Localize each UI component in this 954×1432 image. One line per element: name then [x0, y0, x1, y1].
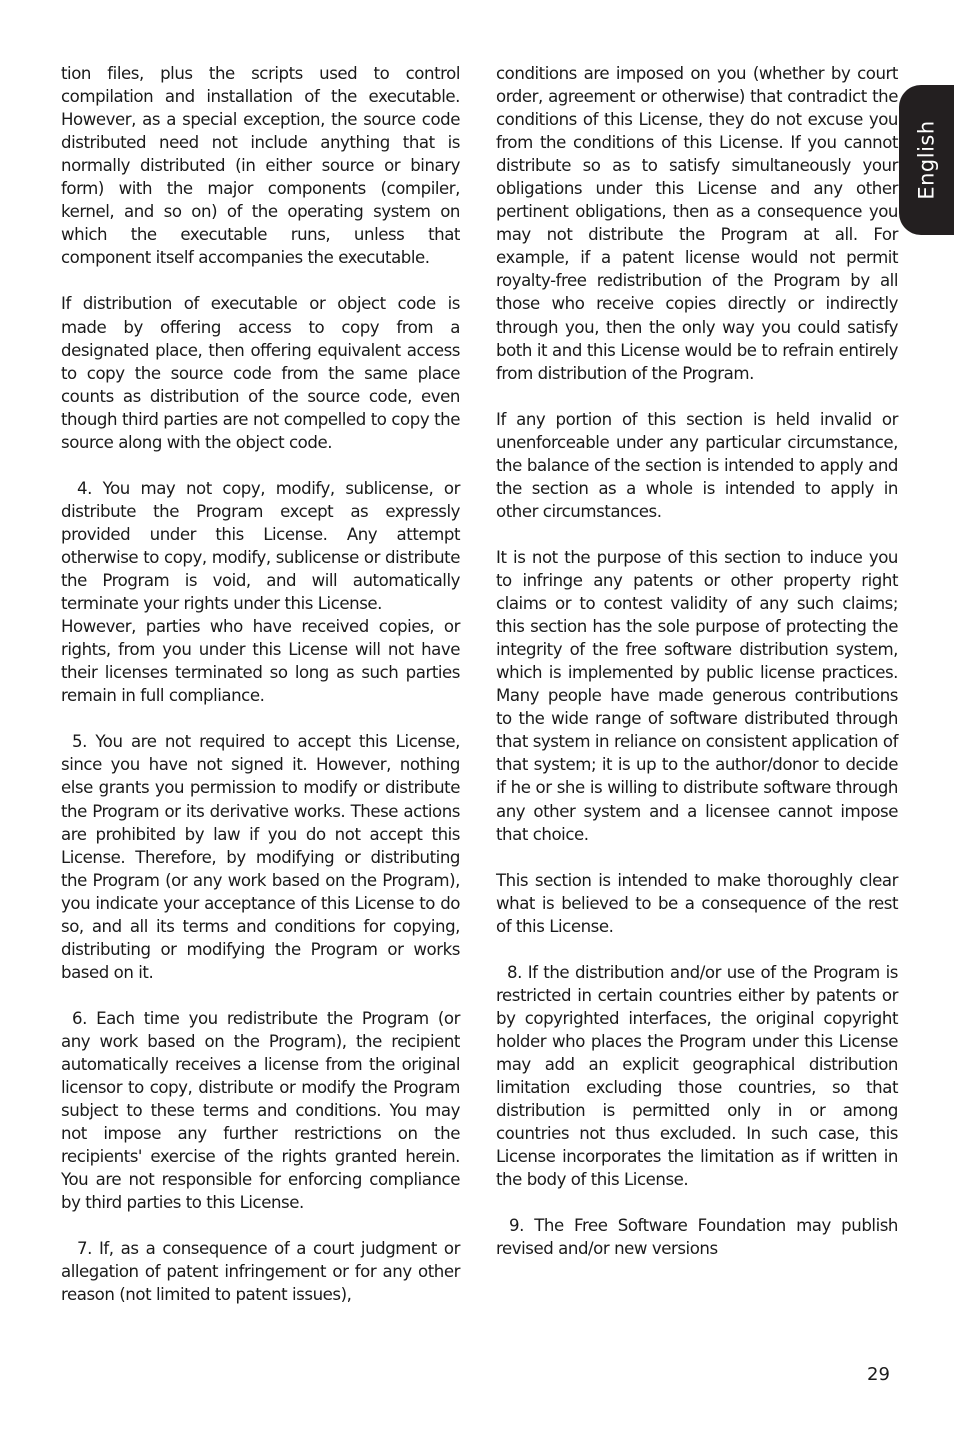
- paragraph-section-6: 6. Each time you redistribute the Program (or any work based on the Program), the recipient automatically receives a license from the original licensor to copy, distribute or modify the Program subject to these terms and conditions. You may not impose any further restrictions on the recipients' exercise of the rights granted herein. You are not responsible for enforcing compliance by third parties to this License.: [61, 1008, 460, 1213]
- paragraph-section-4: 4. You may not copy, modify, sublicense, or distribute the Program except as expressly provided under this License. Any attempt otherwise to copy, modify, sublicense or distribute the Program is void, and will automatically terminate your rights under this License.: [61, 478, 460, 614]
- paragraph: If any portion of this section is held invalid or unenforceable under any particular circumstance, the balance of the section is intended to apply and the section as a whole is intended to apply in other circumstances.: [496, 409, 898, 521]
- paragraph: If distribution of executable or object code is made by offering access to copy from a designated place, then offering equivalent access to copy the source code from the same place counts as distribution of the source code, even though third parties are not compelled to copy the source along with the object code.: [61, 294, 460, 452]
- paragraph: However, parties who have received copies, or rights, from you under this License will not have their licenses terminated so long as such parties remain in full compliance.: [61, 617, 460, 706]
- language-tab: [899, 85, 954, 235]
- paragraph-section-5: 5. You are not required to accept this License, since you have not signed it. However, nothing else grants you permission to modify or distribute the Program or its derivative works. These actions are prohibited by law if you do not accept this License. Therefore, by modifying or distributing the Program (or any work based on the Program), you indicate your acceptance of this License to do so, and all its terms and conditions for copying, distributing or modifying the Program or works based on it.: [61, 732, 460, 982]
- paragraph-section-8: 8. If the distribution and/or use of the Program is restricted in certain countries either by patents or by copyrighted interfaces, the original copyright holder who places the Program under this License may add an explicit geographical distribution limitation excluding those countries, so that distribution is permitted only in or among countries not thus excluded. In such case, this License incorporates the limitation as if written in the body of this License.: [496, 962, 898, 1190]
- paragraph-section-7: 7. If, as a consequence of a court judgment or allegation of patent infringement or for any other reason (not limited to patent issues),: [61, 1239, 460, 1305]
- language-tab-label: English: [914, 120, 939, 200]
- paragraph: This section is intended to make thoroughly clear what is believed to be a consequence of the rest of this License.: [496, 870, 898, 936]
- paragraph: It is not the purpose of this section to induce you to infringe any patents or other property right claims or to contest validity of any such claims; this section has the sole purpose of protecting the integrity of the free software distribution system, which is implemented by public license practices. Many people have made generous contributions to the wide range of software distributed through that system in reliance on consistent application of that system; it is up to the author/donor to decide if he or she is willing to distribute software through any other system and a licensee cannot impose that choice.: [496, 547, 898, 844]
- paragraph: conditions are imposed on you (whether by court order, agreement or otherwise) that contradict the conditions of this License, they do not excuse you from the conditions of this License. If you cannot distribute so as to satisfy simultaneously your obligations under this License and any other pertinent obligations, then as a consequence you may not distribute the Program at all. For example, if a patent license would not permit royalty-free redistribution of the Program by all those who receive copies directly or indirectly through you, then the only way you could satisfy both it and this License would be to refrain entirely from distribution of the Program.: [496, 64, 898, 383]
- page-number: 29: [867, 1364, 890, 1385]
- paragraph: tion files, plus the scripts used to control compilation and installation of the executable. However, as a special exception, the source code distributed need not include anything that is normally distributed (in either source or binary form) with the major components (compiler, kernel, and so on) of the operating system on which the executable runs, unless that component itself accompanies the executable.: [61, 64, 460, 268]
- paragraph-section-9: 9. The Free Software Foundation may publish revised and/or new versions: [496, 1216, 898, 1259]
- right-text-column: [496, 62, 898, 1283]
- left-text-column: [61, 62, 460, 1330]
